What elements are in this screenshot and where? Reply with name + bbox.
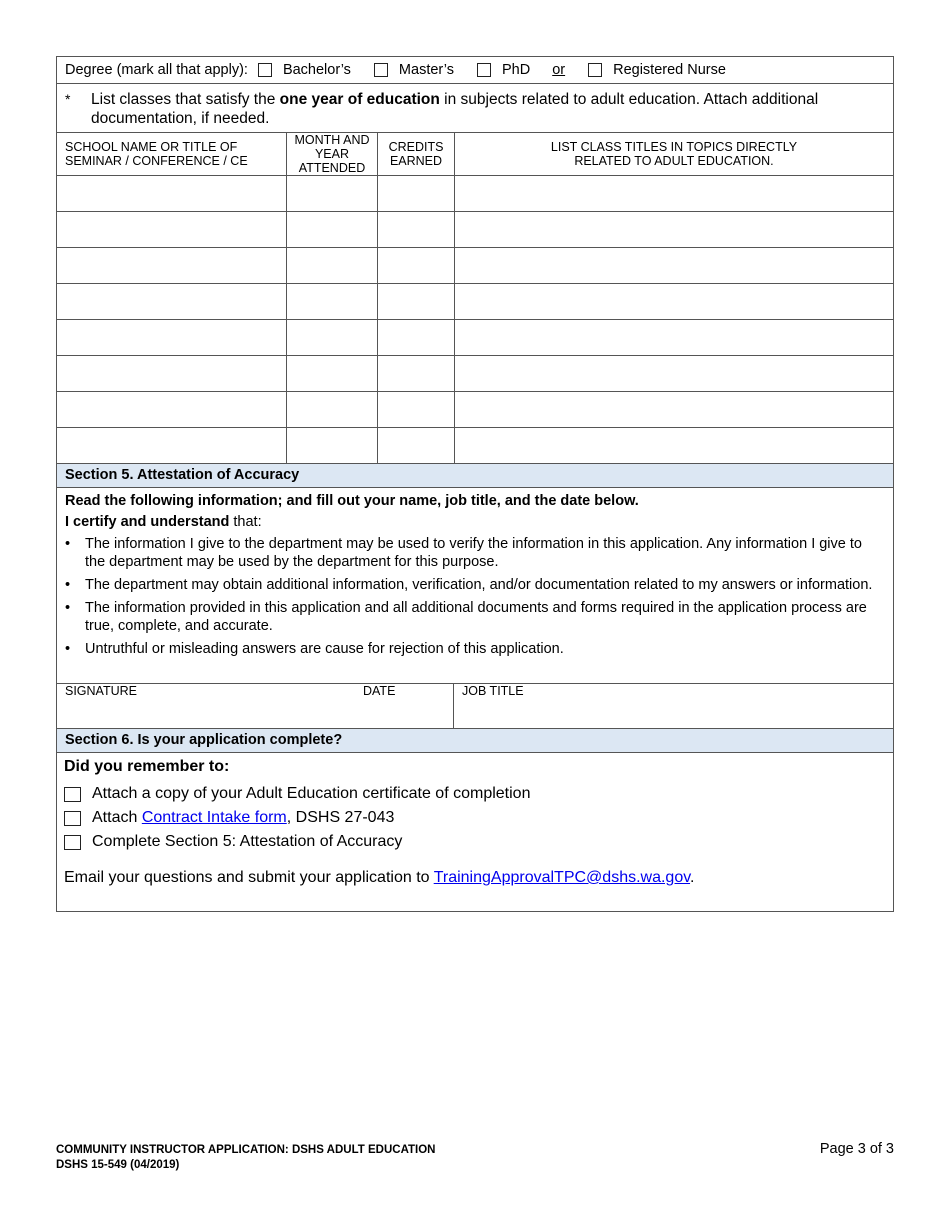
table-row [57, 356, 893, 392]
signature-row [57, 684, 893, 729]
table-cell[interactable] [57, 212, 287, 247]
rn-checkbox[interactable] [588, 63, 602, 77]
table-cell[interactable] [455, 176, 893, 211]
table-cell[interactable] [57, 392, 287, 427]
table-cell[interactable] [455, 212, 893, 247]
item2-pre: Attach [92, 809, 142, 826]
table-cell[interactable] [378, 212, 455, 247]
table-body [57, 176, 893, 464]
table-row [57, 212, 893, 248]
certify-bold: I certify and understand [65, 514, 230, 530]
table-cell[interactable] [57, 176, 287, 211]
certify-line [65, 513, 885, 531]
remember-heading: Did you remember to: [64, 758, 230, 775]
table-cell[interactable] [455, 428, 893, 463]
attestation-instruction: Read the following information; and fill out your name, job title, and the date below. [65, 493, 639, 509]
table-cell[interactable] [287, 320, 378, 355]
contract-intake-link[interactable]: Contract Intake form [141, 809, 287, 826]
item2-post: , DSHS 27-043 [286, 809, 395, 826]
header-month-year: MONTH AND YEAR ATTENDED [287, 133, 378, 175]
classes-note-text [91, 90, 871, 128]
table-cell[interactable] [378, 320, 455, 355]
checklist-item[interactable] [64, 830, 893, 854]
classes-note-post: in subjects related to adult education. Attach additional documentation, if needed. [91, 91, 819, 127]
table-cell[interactable] [378, 248, 455, 283]
footer-code: DSHS 15-549 (04/2019) [56, 1159, 180, 1171]
classes-note [57, 84, 893, 133]
table-cell[interactable] [455, 356, 893, 391]
table-row [57, 248, 893, 284]
attestation-bullet: • The department may obtain additional information, verification, and/or documentation related to my answers or information. [65, 576, 885, 594]
page-number: Page 3 of 3 [819, 1141, 894, 1157]
bachelors-label: Bachelor’s [282, 62, 351, 78]
table-cell[interactable] [287, 176, 378, 211]
attestation-bullets [65, 535, 885, 658]
table-cell[interactable] [378, 176, 455, 211]
table-cell[interactable] [378, 428, 455, 463]
checklist-checkbox[interactable] [64, 811, 81, 826]
table-cell[interactable] [287, 248, 378, 283]
phd-label: PhD [501, 62, 531, 78]
table-row [57, 176, 893, 212]
classes-note-bold: one year of education [279, 91, 440, 108]
table-cell[interactable] [57, 320, 287, 355]
certify-rest: that: [229, 514, 262, 530]
classes-note-pre: List classes that satisfy the [91, 91, 280, 108]
attestation-bullet: • The information I give to the department may be used to verify the information in this application. Any information I give to the department may be used by the department for this purpose. [65, 535, 885, 571]
attestation-block [57, 488, 893, 684]
checklist-checkbox[interactable] [64, 835, 81, 850]
header-class-titles: LIST CLASS TITLES IN TOPICS DIRECTLY RELATED TO ADULT EDUCATION. [550, 140, 798, 168]
checklist-label: Complete Section 5: Attestation of Accuracy [92, 833, 403, 850]
table-row [57, 284, 893, 320]
email-line [64, 869, 893, 887]
email-pre: Email your questions and submit your application to [64, 869, 434, 886]
table-row [57, 428, 893, 464]
section6-title: Section 6. Is your application complete? [57, 729, 893, 753]
masters-checkbox[interactable] [374, 63, 388, 77]
header-school: SCHOOL NAME OR TITLE OF SEMINAR / CONFERENCE / CE [57, 133, 287, 175]
masters-label: Master’s [398, 62, 454, 78]
header-credits: CREDITS EARNED [378, 133, 455, 175]
table-cell[interactable] [57, 428, 287, 463]
checklist-item[interactable] [64, 782, 893, 806]
table-cell[interactable] [57, 248, 287, 283]
attestation-bullet: • Untruthful or misleading answers are cause for rejection of this application. [65, 640, 885, 658]
footer-title: COMMUNITY INSTRUCTOR APPLICATION: DSHS ADULT EDUCATION [56, 1144, 436, 1156]
section5-title: Section 5. Attestation of Accuracy [57, 464, 893, 488]
table-cell[interactable] [287, 212, 378, 247]
email-post: . [690, 869, 695, 886]
degree-label: Degree (mark all that apply): [65, 62, 248, 78]
footer-form-id [56, 1143, 436, 1173]
checklist-label [92, 809, 394, 827]
table-cell[interactable] [287, 284, 378, 319]
application-form [56, 56, 894, 912]
table-row [57, 392, 893, 428]
table-row [57, 320, 893, 356]
degree-row [57, 57, 893, 84]
table-cell[interactable] [455, 320, 893, 355]
table-cell[interactable] [57, 356, 287, 391]
degree-option-masters[interactable] [374, 62, 454, 78]
rn-label: Registered Nurse [613, 62, 726, 78]
table-cell[interactable] [378, 284, 455, 319]
degree-option-rn[interactable] [588, 62, 726, 78]
or-text: or [552, 62, 566, 78]
bachelors-checkbox[interactable] [258, 63, 272, 77]
date-field[interactable]: DATE [363, 684, 454, 728]
checklist-block [57, 753, 893, 911]
table-cell[interactable] [378, 356, 455, 391]
table-cell[interactable] [455, 392, 893, 427]
attestation-bullet: • The information provided in this application and all additional documents and forms required in the application process are true, complete, and accurate. [65, 599, 885, 635]
checklist-checkbox[interactable] [64, 787, 81, 802]
table-cell[interactable] [455, 284, 893, 319]
table-header [57, 133, 893, 176]
email-link[interactable]: TrainingApprovalTPC@dshs.wa.gov [433, 869, 691, 886]
signature-field[interactable]: SIGNATURE [65, 684, 137, 698]
phd-checkbox[interactable] [477, 63, 491, 77]
table-cell[interactable] [378, 392, 455, 427]
table-cell[interactable] [57, 284, 287, 319]
table-cell[interactable] [287, 356, 378, 391]
asterisk: * [65, 91, 71, 107]
table-cell[interactable] [455, 248, 893, 283]
checklist-label: Attach a copy of your Adult Education certificate of completion [92, 785, 531, 802]
checklist-item[interactable] [64, 806, 893, 830]
table-cell[interactable] [287, 392, 378, 427]
job-title-field[interactable]: JOB TITLE [462, 684, 524, 698]
degree-option-phd[interactable] [477, 62, 530, 78]
degree-option-bachelors[interactable] [258, 62, 351, 78]
table-cell[interactable] [287, 428, 378, 463]
